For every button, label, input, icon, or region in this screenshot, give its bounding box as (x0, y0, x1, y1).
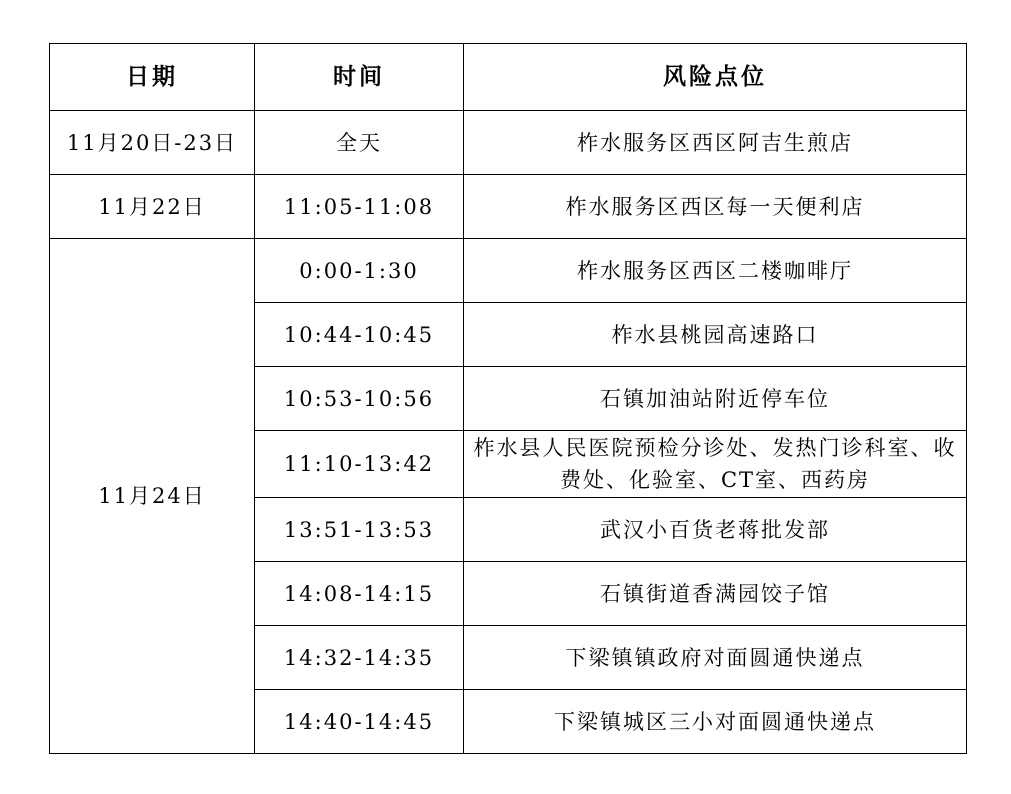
time-cell: 全天 (255, 111, 464, 175)
location-cell: 柞水县桃园高速路口 (464, 303, 967, 367)
time-cell: 14:08-14:15 (255, 562, 464, 626)
location-cell: 下梁镇镇政府对面圆通快递点 (464, 626, 967, 690)
header-date: 日期 (50, 44, 255, 111)
time-cell: 11:05-11:08 (255, 175, 464, 239)
time-cell: 13:51-13:53 (255, 498, 464, 562)
time-cell: 10:44-10:45 (255, 303, 464, 367)
table-header-row (50, 44, 967, 111)
date-cell: 11月20日-23日 (50, 111, 255, 175)
date-cell: 11月22日 (50, 175, 255, 239)
table-row (50, 239, 967, 303)
location-cell: 石镇加油站附近停车位 (464, 367, 967, 431)
time-cell: 0:00-1:30 (255, 239, 464, 303)
time-cell: 14:32-14:35 (255, 626, 464, 690)
location-cell: 柞水服务区西区每一天便利店 (464, 175, 967, 239)
location-cell: 柞水服务区西区二楼咖啡厅 (464, 239, 967, 303)
date-cell: 11月24日 (50, 239, 255, 754)
location-cell: 柞水县人民医院预检分诊处、发热门诊科室、收费处、化验室、CT室、西药房 (464, 431, 967, 498)
location-cell: 下梁镇城区三小对面圆通快递点 (464, 690, 967, 754)
time-cell: 10:53-10:56 (255, 367, 464, 431)
header-time: 时间 (255, 44, 464, 111)
header-risk-location: 风险点位 (464, 44, 967, 111)
table-row (50, 175, 967, 239)
location-cell: 石镇街道香满园饺子馆 (464, 562, 967, 626)
risk-locations-table (49, 43, 967, 754)
location-cell: 武汉小百货老蒋批发部 (464, 498, 967, 562)
time-cell: 11:10-13:42 (255, 431, 464, 498)
table-row (50, 111, 967, 175)
time-cell: 14:40-14:45 (255, 690, 464, 754)
location-cell: 柞水服务区西区阿吉生煎店 (464, 111, 967, 175)
